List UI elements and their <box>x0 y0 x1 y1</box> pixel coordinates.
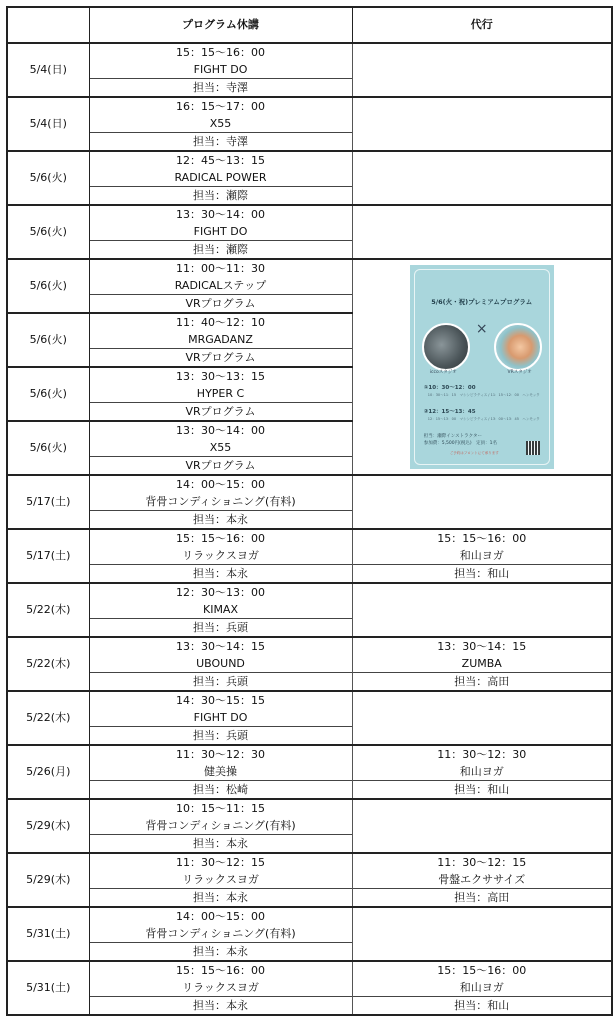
cancel-staff: 担当：本永 <box>89 889 352 908</box>
cancel-staff: 担当：本永 <box>89 511 352 530</box>
cancel-staff: 担当：本永 <box>89 943 352 962</box>
substitute-empty <box>352 205 612 259</box>
schedule-row-name <box>7 979 612 997</box>
cancel-program-name: FIGHT DO <box>89 709 352 727</box>
poster-title: 5/6(火・祝)プレミアムプログラム <box>431 298 533 306</box>
row-date: 5/31(土) <box>7 961 89 1015</box>
cancel-time: 13：30～14：00 <box>89 205 352 223</box>
cancel-time: 15：15～16：00 <box>89 961 352 979</box>
cancel-time: 14：30～15：15 <box>89 691 352 709</box>
cancel-staff: 担当：本永 <box>89 835 352 854</box>
row-date: 5/17(土) <box>7 529 89 583</box>
row-date: 5/22(木) <box>7 637 89 691</box>
schedule-row <box>7 799 612 817</box>
cancel-staff: VRプログラム <box>89 295 352 314</box>
schedule-row-name <box>7 547 612 565</box>
schedule-row-staff <box>7 997 612 1016</box>
cancel-staff: 担当：瀬際 <box>89 241 352 260</box>
cancel-time: 13：30～14：00 <box>89 421 352 439</box>
poster-session-2: ②12：15～13：45 <box>423 409 476 415</box>
schedule-row <box>7 97 612 115</box>
substitute-time: 13：30～14：15 <box>352 637 612 655</box>
cancel-staff: 担当：兵頭 <box>89 673 352 692</box>
cancel-program-name: 背骨コンディショニング(有料) <box>89 817 352 835</box>
cancel-time: 11：00～11：30 <box>89 259 352 277</box>
schedule-row-name <box>7 871 612 889</box>
cancel-program-name: リラックスヨガ <box>89 979 352 997</box>
substitute-empty <box>352 691 612 745</box>
schedule-row <box>7 583 612 601</box>
substitute-staff: 担当：高田 <box>352 673 612 692</box>
schedule-row <box>7 529 612 547</box>
substitute-time: 11：30～12：30 <box>352 745 612 763</box>
cancel-program-name: X55 <box>89 439 352 457</box>
schedule-row-staff <box>7 781 612 800</box>
poster-instructor: 担当：瀬際インストラクター <box>423 434 483 439</box>
substitute-empty <box>352 43 612 97</box>
cancel-staff: 担当：本永 <box>89 997 352 1016</box>
cancel-time: 11：30～12：30 <box>89 745 352 763</box>
row-date: 5/6(火) <box>7 151 89 205</box>
header-program: プログラム休講 <box>89 7 352 43</box>
cancel-staff: 担当：寺澤 <box>89 79 352 98</box>
cancel-time: 15：15～16：00 <box>89 43 352 61</box>
cancel-program-name: KIMAX <box>89 601 352 619</box>
row-date: 5/17(土) <box>7 475 89 529</box>
schedule-row <box>7 907 612 925</box>
schedule-row-staff <box>7 889 612 908</box>
substitute-program-name: 骨盤エクササイズ <box>352 871 612 889</box>
cancel-program-name: 健美操 <box>89 763 352 781</box>
substitute-empty <box>352 907 612 961</box>
row-date: 5/6(火) <box>7 421 89 475</box>
poster-caption-right: VRスタジオ <box>507 370 532 375</box>
cancel-time: 12：30～13：00 <box>89 583 352 601</box>
schedule-row-staff <box>7 673 612 692</box>
cancel-program-name: HYPER C <box>89 385 352 403</box>
schedule-row <box>7 637 612 655</box>
cancel-staff: 担当：寺澤 <box>89 133 352 152</box>
schedule-row <box>7 259 612 277</box>
cancel-program-name: 背骨コンディショニング(有料) <box>89 925 352 943</box>
schedule-row <box>7 43 612 61</box>
poster-session-2-detail: 12：15～13：00 マシンピラティス / 13：00～13：45 ヘンモック <box>427 417 540 421</box>
schedule-row <box>7 853 612 871</box>
cancel-time: 16：15～17：00 <box>89 97 352 115</box>
cancel-program-name: RADICALステップ <box>89 277 352 295</box>
cancel-time: 11：30～12：15 <box>89 853 352 871</box>
schedule-row <box>7 961 612 979</box>
row-date: 5/22(木) <box>7 583 89 637</box>
cancel-staff: 担当：本永 <box>89 565 352 584</box>
substitute-staff: 担当：和山 <box>352 997 612 1016</box>
substitute-empty <box>352 583 612 637</box>
cancel-program-name: FIGHT DO <box>89 223 352 241</box>
cancel-program-name: MRGADANZ <box>89 331 352 349</box>
times-icon: × <box>475 321 488 337</box>
substitute-time: 15：15～16：00 <box>352 961 612 979</box>
cancel-staff: VRプログラム <box>89 403 352 422</box>
cancel-program-name: リラックスヨガ <box>89 871 352 889</box>
row-date: 5/31(土) <box>7 907 89 961</box>
schedule-row <box>7 691 612 709</box>
substitute-empty <box>352 151 612 205</box>
cancel-time: 12：45～13：15 <box>89 151 352 169</box>
schedule-row <box>7 475 612 493</box>
poster-fee: 参加費：5,500円(税込) 定員：1名 <box>423 441 498 446</box>
schedule-row-name <box>7 763 612 781</box>
substitute-empty <box>352 475 612 529</box>
schedule-row <box>7 151 612 169</box>
qr-code-icon <box>526 441 540 455</box>
cancel-program-name: FIGHT DO <box>89 61 352 79</box>
poster-session-1: ①10：30～12：00 <box>423 385 476 391</box>
row-date: 5/26(月) <box>7 745 89 799</box>
cancel-time: 13：30～13：15 <box>89 367 352 385</box>
row-date: 5/6(火) <box>7 313 89 367</box>
schedule-table <box>6 6 613 1016</box>
cancel-time: 13：30～14：15 <box>89 637 352 655</box>
cancel-staff: VRプログラム <box>89 457 352 476</box>
substitute-empty <box>352 799 612 853</box>
cancel-program-name: X55 <box>89 115 352 133</box>
cancel-program-name: RADICAL POWER <box>89 169 352 187</box>
cancel-time: 10：15～11：15 <box>89 799 352 817</box>
substitute-poster-cell <box>352 259 612 475</box>
cancel-staff: 担当：松崎 <box>89 781 352 800</box>
substitute-program-name: ZUMBA <box>352 655 612 673</box>
row-date: 5/6(火) <box>7 205 89 259</box>
substitute-program-name: 和山ヨガ <box>352 979 612 997</box>
cancel-staff: 担当：瀬際 <box>89 187 352 206</box>
row-date: 5/22(木) <box>7 691 89 745</box>
header-date <box>7 7 89 43</box>
cancel-program-name: UBOUND <box>89 655 352 673</box>
cancel-staff: 担当：兵頭 <box>89 727 352 746</box>
cancel-program-name: 背骨コンディショニング(有料) <box>89 493 352 511</box>
schedule-row <box>7 205 612 223</box>
substitute-empty <box>352 97 612 151</box>
row-date: 5/6(火) <box>7 367 89 421</box>
row-date: 5/29(木) <box>7 799 89 853</box>
cancel-time: 15：15～16：00 <box>89 529 352 547</box>
substitute-program-name: 和山ヨガ <box>352 547 612 565</box>
substitute-staff: 担当：和山 <box>352 781 612 800</box>
poster-footer: ご予約はフロントにて承ります <box>449 451 499 455</box>
cancel-staff: VRプログラム <box>89 349 352 368</box>
substitute-staff: 担当：高田 <box>352 889 612 908</box>
substitute-program-name: 和山ヨガ <box>352 763 612 781</box>
cancel-time: 14：00～15：00 <box>89 907 352 925</box>
poster-caption-left: iccoスタジオ <box>429 370 457 375</box>
row-date: 5/29(木) <box>7 853 89 907</box>
substitute-time: 15：15～16：00 <box>352 529 612 547</box>
header-row <box>7 7 612 43</box>
hammock-photo <box>494 323 542 371</box>
substitute-time: 11：30～12：15 <box>352 853 612 871</box>
cancel-staff: 担当：兵頭 <box>89 619 352 638</box>
row-date: 5/4(日) <box>7 97 89 151</box>
substitute-staff: 担当：和山 <box>352 565 612 584</box>
premium-program-poster <box>410 265 554 469</box>
cancel-program-name: リラックスヨガ <box>89 547 352 565</box>
poster-session-1-detail: 10：30～11：15 マシンピラティス / 11：15～12：00 ヘンモック <box>427 393 540 397</box>
header-substitute: 代行 <box>352 7 612 43</box>
schedule-row-staff <box>7 565 612 584</box>
schedule-row <box>7 745 612 763</box>
cancel-time: 14：00～15：00 <box>89 475 352 493</box>
row-date: 5/6(火) <box>7 259 89 313</box>
schedule-row-name <box>7 655 612 673</box>
row-date: 5/4(日) <box>7 43 89 97</box>
cancel-time: 11：40～12：10 <box>89 313 352 331</box>
